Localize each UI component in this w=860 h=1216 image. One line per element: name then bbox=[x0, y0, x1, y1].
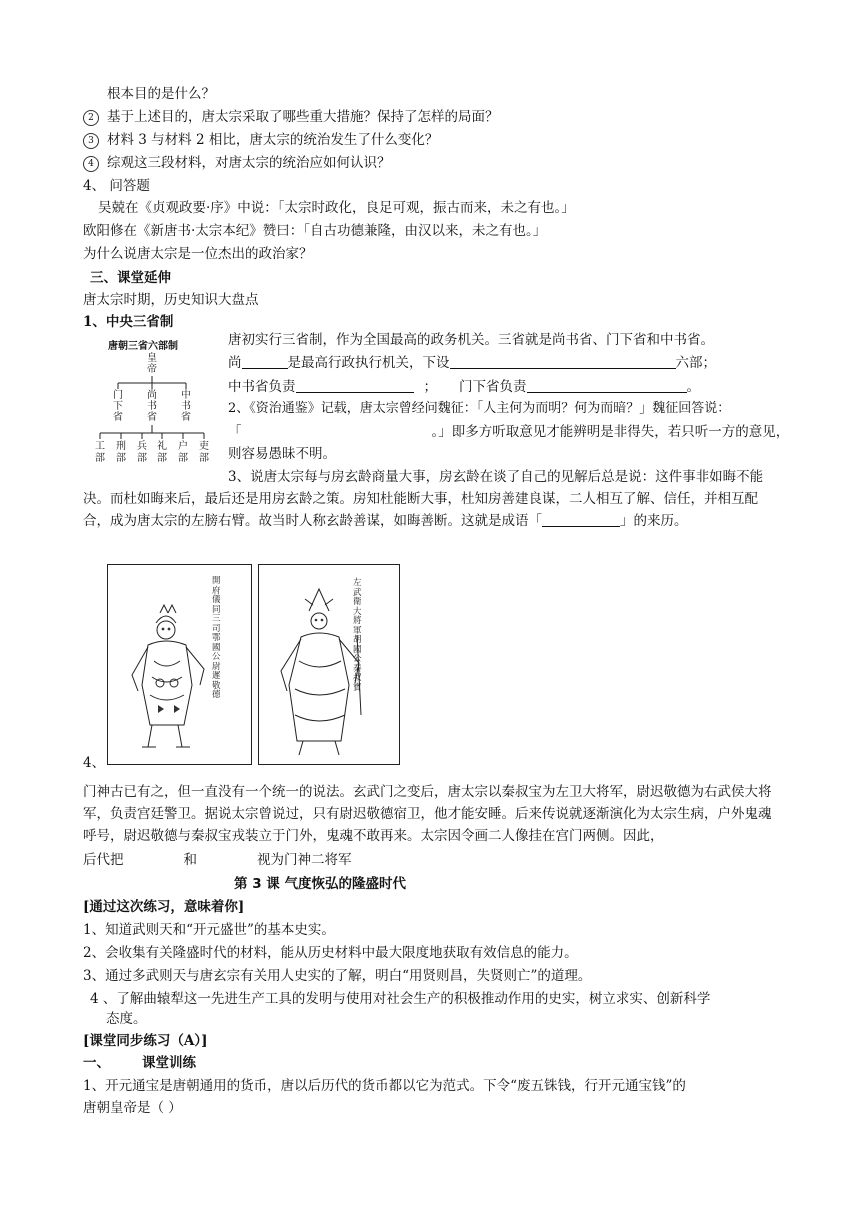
essay-question: 为什么说唐太宗是一位杰出的政治家？ bbox=[83, 246, 313, 262]
diagram-title: 唐朝三省六部制 bbox=[108, 341, 178, 352]
door-gods-fill-line: 后代把 和 视为门神二将军 bbox=[83, 852, 352, 868]
circled-number: 4 bbox=[83, 156, 99, 172]
three-departments-intro: 唐初实行三省制，作为全国最高的政务机关。三省就是尚书省、门下省和中书省。 bbox=[228, 332, 714, 348]
section-heading-extension: 三、课堂延伸 bbox=[90, 270, 171, 286]
diagram-gongbu: 工部 bbox=[95, 441, 105, 464]
quote-ouyang-xiu: 欧阳修在《新唐书·太宗本纪》赞曰：「自古功德兼隆，由汉以来，未之有也。」 bbox=[83, 223, 547, 239]
objective-2: 2、会收集有关隆盛时代的材料，能从历史材料中最大限度地获取有效信息的能力。 bbox=[83, 945, 578, 961]
question-4: 4 综观这三段材料，对唐太宗的统治应如何认识？ bbox=[83, 153, 391, 173]
answer-blank[interactable] bbox=[542, 512, 620, 527]
section-heading-qa: 4、 问答题 bbox=[83, 178, 150, 194]
diagram-zhongshu: 中书省 bbox=[181, 390, 191, 423]
circled-number: 3 bbox=[83, 133, 99, 149]
diagram-libu: 礼部 bbox=[157, 441, 167, 464]
lesson-objectives-heading: [通过这次练习，意味着你] bbox=[83, 899, 245, 915]
answer-blank[interactable] bbox=[450, 354, 676, 369]
question-1: 1、开元通宝是唐朝通用的货币，唐以后历代的货币都以它为范式。下令“废五铢钱，行开元通宝钱”的 bbox=[83, 1078, 686, 1094]
fill-line-shangshu: 尚 是最高行政执行机关，下设 六部； bbox=[228, 355, 716, 371]
diagram-xingbu: 刑部 bbox=[116, 441, 126, 464]
diagram-hubu: 户部 bbox=[178, 441, 188, 464]
quote-wu-jing: 吴兢在《贞观政要·序》中说：「太宗时政化，良足可观，振古而来，未之有也。」 bbox=[98, 200, 575, 216]
image-qin-shubao bbox=[258, 564, 400, 765]
item-1-heading: 1、中央三省制 bbox=[83, 314, 174, 330]
paragraph-fang-du: 3、说唐太宗每与房玄龄商量大事，房玄龄在谈了自己的见解后总是说：这件事非如晦不能决。而杜如晦来后，最后还是用房玄龄之策。房知杜能断大事，杜知房善建良谋，二人相互了解、信任，并相互配合，成为唐太宗的左膀右臂。故当时人称玄龄善谋，如晦善断。这就是成语「 」的来历。 bbox=[83, 469, 764, 529]
answer-blank[interactable] bbox=[296, 378, 414, 393]
practice-heading: [课堂同步练习（A）] bbox=[83, 1033, 208, 1049]
objective-4-cont: 态度。 bbox=[106, 1011, 147, 1027]
diagram-menxia: 门下省 bbox=[113, 390, 123, 423]
image-caption-qin: 左武衛大將軍胡國公秦叔寶 bbox=[353, 578, 362, 693]
section-one-heading: 一、 课堂训练 bbox=[83, 1055, 196, 1071]
zizhi-tongjian-text: 2、《资治通鉴》记载，唐太宗曾经问魏征：「人主何为而明？何为而暗？」魏征回答说： bbox=[228, 401, 731, 416]
lesson-title: 第 3 课 气度恢弘的隆盛时代 bbox=[234, 876, 406, 892]
question-continuation: 根本目的是什么？ bbox=[107, 86, 215, 102]
diagram-shangshu: 尚书省 bbox=[147, 390, 157, 423]
wei-zheng-answer-line: 「 。」即多方听取意见才能辨明是非得失，若只听一方的意见， bbox=[228, 424, 790, 440]
wei-zheng-tail: 则容易愚昧不明。 bbox=[228, 446, 336, 462]
objective-4: 4 、了解曲辕犁这一先进生产工具的发明与使用对社会生产的积极推动作用的史实，树立求实、创新科学 bbox=[90, 991, 711, 1007]
paragraph-door-gods: 门神古已有之，但一直没有一个统一的说法。玄武门之变后，唐太宗以秦叔宝为左卫大将军，尉迟敬德为右武侯大将军，负责宫廷警卫。据说太宗曾说过，只有尉迟敬德宿卫，他才能安睡。后来传说就逐渐演化为太宗生病，户外鬼魂呼号，尉迟敬德与秦叔宝戎装立于门外，鬼魂不敢再来。太宗因令画二人像挂在宫门两侧。因此， bbox=[83, 784, 772, 844]
three-departments-diagram bbox=[90, 333, 220, 475]
circled-number: 2 bbox=[83, 110, 99, 126]
image-yuchi-jingde bbox=[107, 564, 252, 765]
question-1-cont: 唐朝皇帝是（ ） bbox=[83, 1100, 182, 1116]
objective-1: 1、知道武则天和“开元盛世”的基本史实。 bbox=[83, 922, 335, 938]
diagram-emperor: 皇帝 bbox=[147, 353, 157, 375]
fill-line-zhongshu-menxia: 中书省负责 ； 门下省负责 。 bbox=[228, 379, 700, 395]
image-caption-yuchi: 開府儀同三司鄂國公尉遲敬德 bbox=[212, 576, 221, 700]
objective-3: 3、通过多武则天与唐玄宗有关用人史实的了解，明白“用贤则昌，失贤则亡”的道理。 bbox=[83, 968, 592, 984]
answer-blank[interactable] bbox=[242, 354, 288, 369]
intro-text: 唐太宗时期，历史知识大盘点 bbox=[83, 292, 259, 308]
item-4-label: 4、 bbox=[83, 755, 106, 771]
question-3: 3 材料 3 与材料 2 相比，唐太宗的统治发生了什么变化？ bbox=[83, 130, 438, 150]
question-2: 2 基于上述目的，唐太宗采取了哪些重大措施？保持了怎样的局面？ bbox=[83, 107, 499, 127]
diagram-bingbu: 兵部 bbox=[137, 441, 147, 464]
diagram-libu-personnel: 吏部 bbox=[199, 441, 209, 464]
answer-blank[interactable] bbox=[527, 378, 687, 393]
